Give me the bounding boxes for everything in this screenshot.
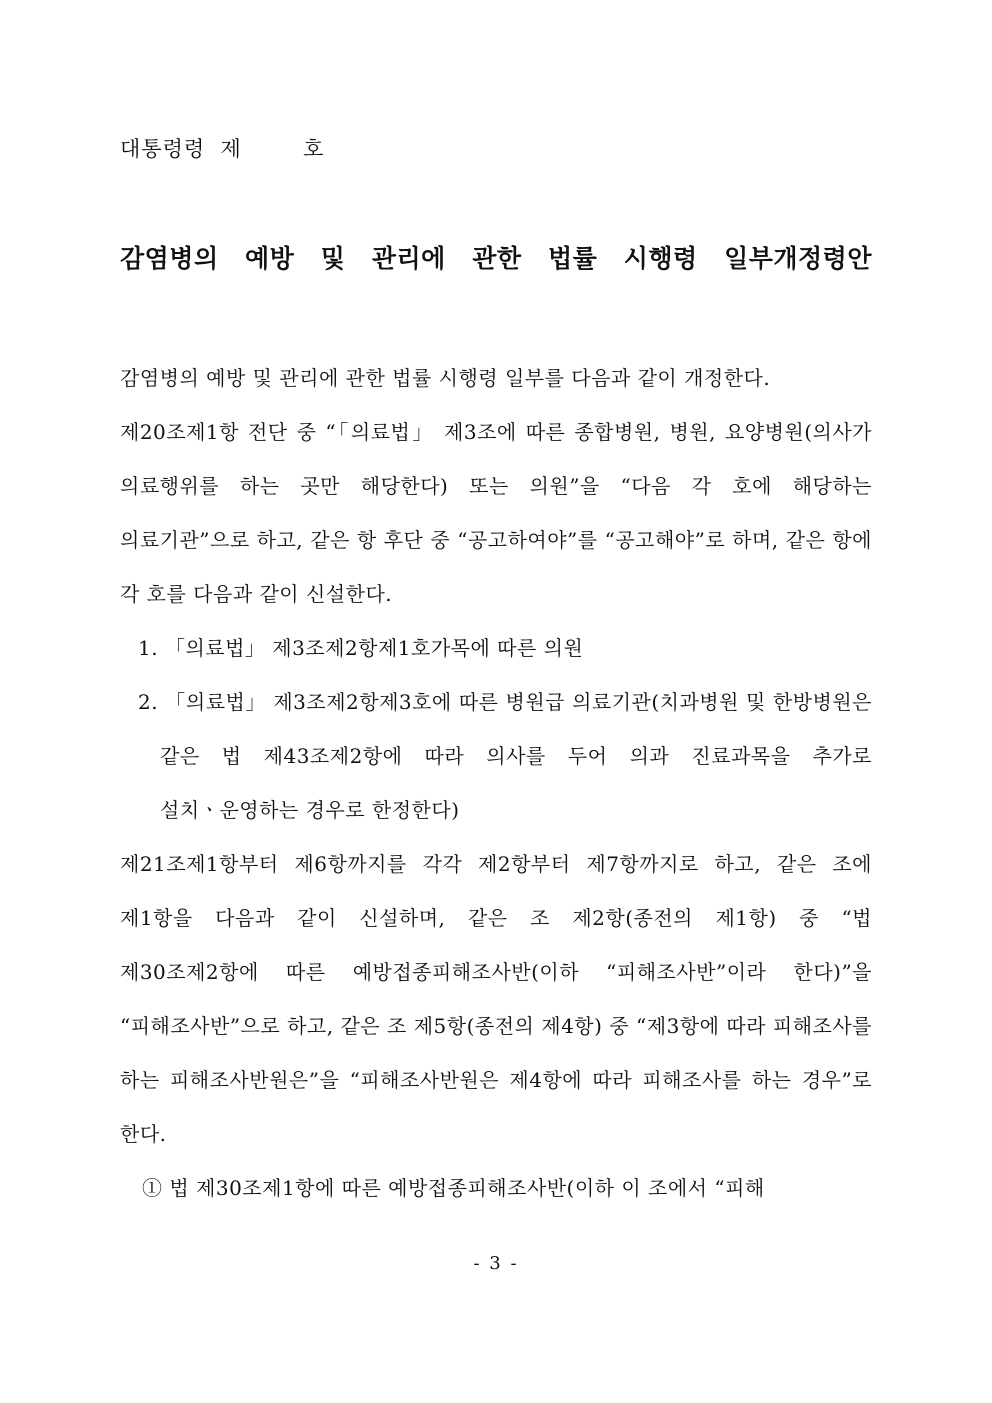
document-title: 감염병의 예방 및 관리에 관한 법률 시행령 일부개정령안 [120, 244, 872, 273]
decree-number: 대통령령 제 호 [120, 137, 325, 161]
article-21-paragraph: 제21조제1항부터 제6항까지를 각각 제2항부터 제7항까지로 하고, 같은 조에 제1항을 다음과 같이 신설하며, 같은 조 제2항(종전의 제1항) 중 “법 제30조제2항에 따른 예방접종피해조사반(이하 “피해조사반”이라 한다)”을 “피해조사반”으로 하고, 같은 조 제5항(종전의 제4항) 중 “제3항에 따라 피해조사를 하는 피해조사반원은”을 “피해조사반원은 제4항에 따라 피해조사를 하는 경우”로 한다. [120, 852, 872, 1146]
page-number: - 3 - [473, 1253, 519, 1274]
list-item: 1. 「의료법」 제3조제2항제1호가목에 따른 의원 [138, 636, 584, 660]
intro-paragraph: 감염병의 예방 및 관리에 관한 법률 시행령 일부를 다음과 같이 개정한다. [120, 366, 771, 390]
document-body [120, 351, 872, 1215]
circled-paragraph: ① 법 제30조제1항에 따른 예방접종피해조사반(이하 이 조에서 “피해 [142, 1176, 765, 1200]
list-item: 2. 「의료법」 제3조제2항제3호에 따른 병원급 의료기관(치과병원 및 한방병원은 같은 법 제43조제2항에 따라 의사를 두어 의과 진료과목을 추가로 설치ㆍ운영하는 경우로 한정한다) [138, 690, 872, 822]
article-20-paragraph: 제20조제1항 전단 중 “「의료법」 제3조에 따른 종합병원, 병원, 요양병원(의사가 의료행위를 하는 곳만 해당한다) 또는 의원”을 “다음 각 호에 해당하는 의료기관”으로 하고, 같은 항 후단 중 “공고하여야”를 “공고해야”로 하며, 같은 항에 각 호를 다음과 같이 신설한다. [120, 420, 872, 606]
